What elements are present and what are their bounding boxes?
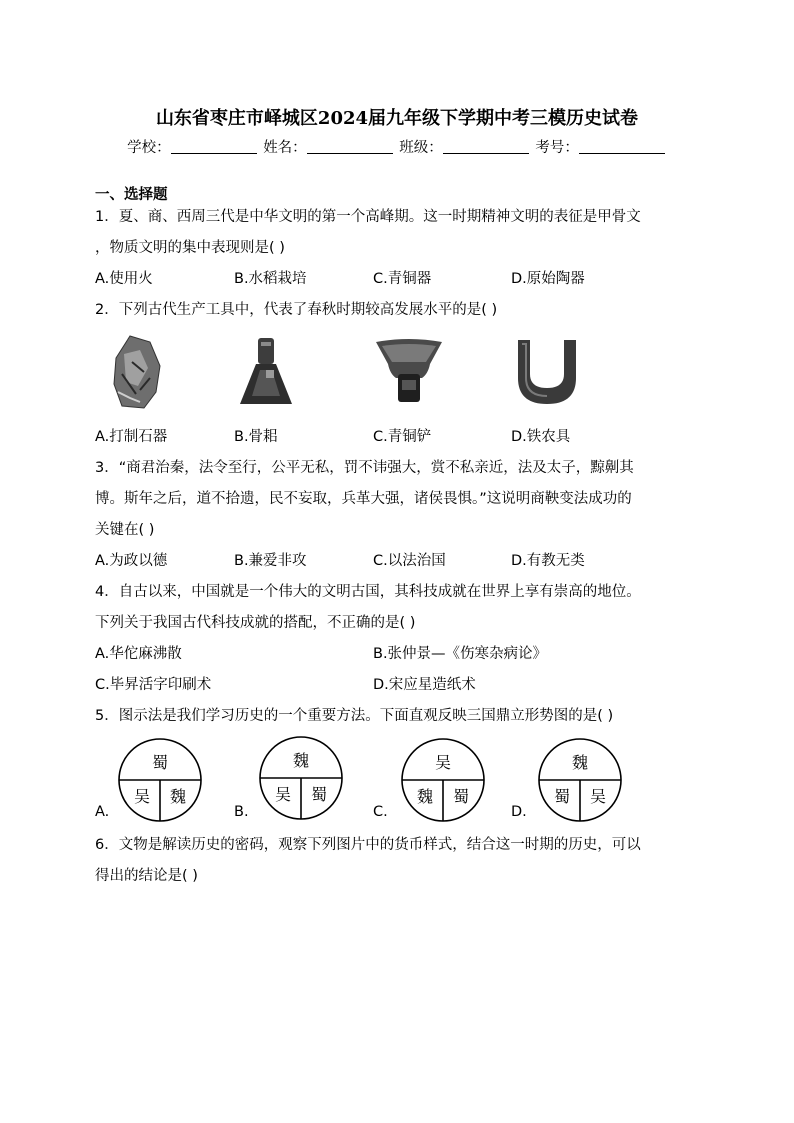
q1-option-c[interactable]: C.青铜器 xyxy=(373,271,432,287)
q3-option-d[interactable]: D.有教无类 xyxy=(511,553,585,569)
q3-option-b[interactable]: B.兼爱非攻 xyxy=(234,553,307,569)
exam-number-label: 考号： xyxy=(535,140,579,156)
bronze-shovel-image xyxy=(370,334,448,412)
q5-circle-diagram-d xyxy=(536,738,624,822)
stone-tool-image xyxy=(110,332,164,412)
q4-option-b[interactable]: B.张仲景—《伤寒杂病论》 xyxy=(373,646,548,662)
q5-circle-diagram-c xyxy=(399,738,487,822)
q2-option-a[interactable]: A.打制石器 xyxy=(95,429,168,445)
q5-circle-diagram-a xyxy=(116,738,204,822)
q3-line-2: 博。斯年之后，道不拾遗，民不妄取，兵革大强，诸侯畏惧。”这说明商鞅变法成功的 xyxy=(95,491,632,507)
school-label: 学校： xyxy=(127,140,171,156)
q4-line-1: 4．自古以来，中国就是一个伟大的文明古国，其科技成就在世界上享有崇高的地位。 xyxy=(95,584,641,600)
q5-b-top-label: 魏 xyxy=(292,751,310,770)
q5-circle-diagram-b xyxy=(257,736,345,820)
q3-line-1: 3．“商君治秦，法令至行，公平无私，罚不讳强大，赏不私亲近，法及太子，黥劓其 xyxy=(95,460,634,476)
q5-a-left-label: 吴 xyxy=(133,787,151,806)
q1-option-b[interactable]: B.水稻栽培 xyxy=(234,271,307,287)
q4-option-c[interactable]: C.毕昇活字印刷术 xyxy=(95,677,212,693)
q4-option-a[interactable]: A.华佗麻沸散 xyxy=(95,646,182,662)
q4-option-d[interactable]: D.宋应星造纸术 xyxy=(373,677,476,693)
section-title: 一、选择题 xyxy=(95,187,168,203)
q5-d-top-label: 魏 xyxy=(571,753,589,772)
q5-d-right-label: 吴 xyxy=(589,787,607,806)
q5-d-left-label: 蜀 xyxy=(553,787,571,806)
q2-option-b[interactable]: B.骨耜 xyxy=(234,429,278,445)
q5-option-b[interactable]: B. xyxy=(234,804,249,820)
q2-option-d[interactable]: D.铁农具 xyxy=(511,429,571,445)
bone-spade-image xyxy=(236,336,296,412)
q5-option-a[interactable]: A. xyxy=(95,804,110,820)
q3-option-a[interactable]: A.为政以德 xyxy=(95,553,168,569)
page-title: 山东省枣庄市峄城区2024届九年级下学期中考三模历史试卷 xyxy=(155,108,639,129)
q2-option-c[interactable]: C.青铜铲 xyxy=(373,429,432,445)
school-blank[interactable] xyxy=(171,139,257,154)
class-blank[interactable] xyxy=(443,139,529,154)
q5-c-right-label: 蜀 xyxy=(452,787,470,806)
q4-line-2: 下列关于我国古代科技成就的搭配，不正确的是( ) xyxy=(95,615,416,631)
q5-b-right-label: 蜀 xyxy=(310,785,328,804)
q6-line-2: 得出的结论是( ) xyxy=(95,868,198,884)
q5-b-left-label: 吴 xyxy=(274,785,292,804)
q5-c-left-label: 魏 xyxy=(416,787,434,806)
q1-line-1: 1．夏、商、西周三代是中华文明的第一个高峰期。这一时期精神文明的表征是甲骨文 xyxy=(95,209,641,225)
q6-line-1: 6．文物是解读历史的密码，观察下列图片中的货币样式，结合这一时期的历史，可以 xyxy=(95,837,641,853)
class-label: 班级： xyxy=(399,140,443,156)
q5-option-c[interactable]: C. xyxy=(373,804,388,820)
student-info-row xyxy=(0,136,794,157)
iron-farm-tool-image xyxy=(512,334,582,412)
q2-line-1: 2．下列古代生产工具中，代表了春秋时期较高发展水平的是( ) xyxy=(95,302,498,318)
q1-option-d[interactable]: D.原始陶器 xyxy=(511,271,585,287)
name-label: 姓名： xyxy=(263,140,307,156)
q5-line-1: 5．图示法是我们学习历史的一个重要方法。下面直观反映三国鼎立形势图的是( ) xyxy=(95,708,614,724)
q3-option-c[interactable]: C.以法治国 xyxy=(373,553,446,569)
q1-option-a[interactable]: A.使用火 xyxy=(95,271,153,287)
q5-c-top-label: 吴 xyxy=(434,753,452,772)
name-blank[interactable] xyxy=(307,139,393,154)
exam-number-blank[interactable] xyxy=(579,139,665,154)
q5-a-right-label: 魏 xyxy=(169,787,187,806)
q3-line-3: 关键在( ) xyxy=(95,522,155,538)
q5-option-d[interactable]: D. xyxy=(511,804,527,820)
q1-line-2: ，物质文明的集中表现则是( ) xyxy=(95,240,285,256)
q5-a-top-label: 蜀 xyxy=(151,753,169,772)
